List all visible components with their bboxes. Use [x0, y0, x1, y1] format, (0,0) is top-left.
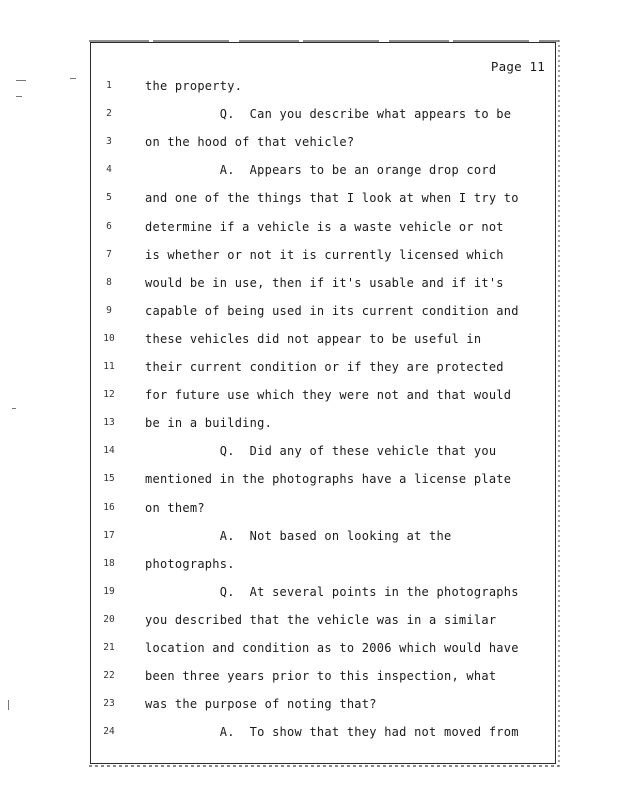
line-number: 12: [103, 389, 115, 401]
transcript-line: determine if a vehicle is a waste vehicle or not: [145, 219, 504, 234]
transcript-line: Q. At several points in the photographs: [145, 584, 519, 599]
line-number: 4: [106, 164, 112, 176]
transcript-line: mentioned in the photographs have a license plate: [145, 472, 512, 487]
page-edge: [558, 40, 560, 768]
line-number: 17: [103, 529, 115, 541]
line-number: 11: [103, 361, 115, 372]
line-number: 5: [106, 192, 112, 204]
line-number: 9: [106, 304, 112, 316]
transcript-line: would be in use, then if it's usable and if it's: [145, 275, 504, 290]
transcript-line: Q. Can you describe what appears to be: [145, 107, 512, 122]
transcript-line: on them?: [145, 500, 205, 515]
line-number: 8: [106, 276, 112, 288]
line-number: 7: [106, 248, 112, 260]
line-number: 22: [103, 670, 115, 682]
line-number: 2: [106, 108, 112, 120]
transcript-line: these vehicles did not appear to be useful in: [145, 331, 482, 346]
line-number: 14: [103, 445, 115, 457]
transcript-line: be in a building.: [145, 416, 273, 431]
line-number: 1: [106, 80, 112, 91]
margin-mark: [16, 96, 22, 97]
margin-mark: [8, 700, 9, 710]
transcript-line: A. Not based on looking at the: [145, 528, 452, 543]
transcript-page: [90, 42, 556, 764]
line-number: 6: [106, 220, 112, 232]
transcript-line: you described that the vehicle was in a similar: [145, 612, 497, 627]
transcript-line: A. To show that they had not moved from: [145, 725, 519, 740]
line-number: 13: [103, 417, 115, 429]
line-number: 20: [103, 613, 115, 625]
line-number: 18: [103, 557, 115, 569]
margin-mark: [70, 78, 76, 79]
transcript-line: for future use which they were not and that would: [145, 388, 512, 403]
transcript-line: photographs.: [145, 556, 235, 571]
margin-mark: [16, 80, 26, 81]
line-number: 10: [103, 332, 115, 344]
transcript-line: capable of being used in its current condition and: [145, 303, 519, 318]
transcript-line: their current condition or if they are protected: [145, 360, 504, 374]
line-number: 21: [103, 642, 115, 653]
line-number: 19: [103, 585, 115, 597]
transcript-line: the property.: [145, 79, 243, 93]
margin-mark: [12, 408, 16, 409]
line-number: 3: [106, 136, 112, 148]
transcript-line: on the hood of that vehicle?: [145, 135, 355, 150]
line-number: 15: [103, 473, 115, 485]
transcript-line: is whether or not it is currently licensed which: [145, 247, 504, 262]
line-number: 24: [103, 726, 115, 738]
page-number: Page 11: [490, 59, 545, 74]
line-number: 16: [103, 501, 115, 513]
transcript-line: A. Appears to be an orange drop cord: [145, 163, 497, 178]
transcript-line: Q. Did any of these vehicle that you: [145, 444, 497, 459]
transcript-line: was the purpose of noting that?: [145, 697, 377, 712]
transcript-line: location and condition as to 2006 which would have: [145, 641, 519, 655]
transcript-line: and one of the things that I look at when I try to: [145, 191, 519, 206]
line-number: 23: [103, 698, 115, 710]
transcript-line: been three years prior to this inspection, what: [145, 669, 497, 684]
